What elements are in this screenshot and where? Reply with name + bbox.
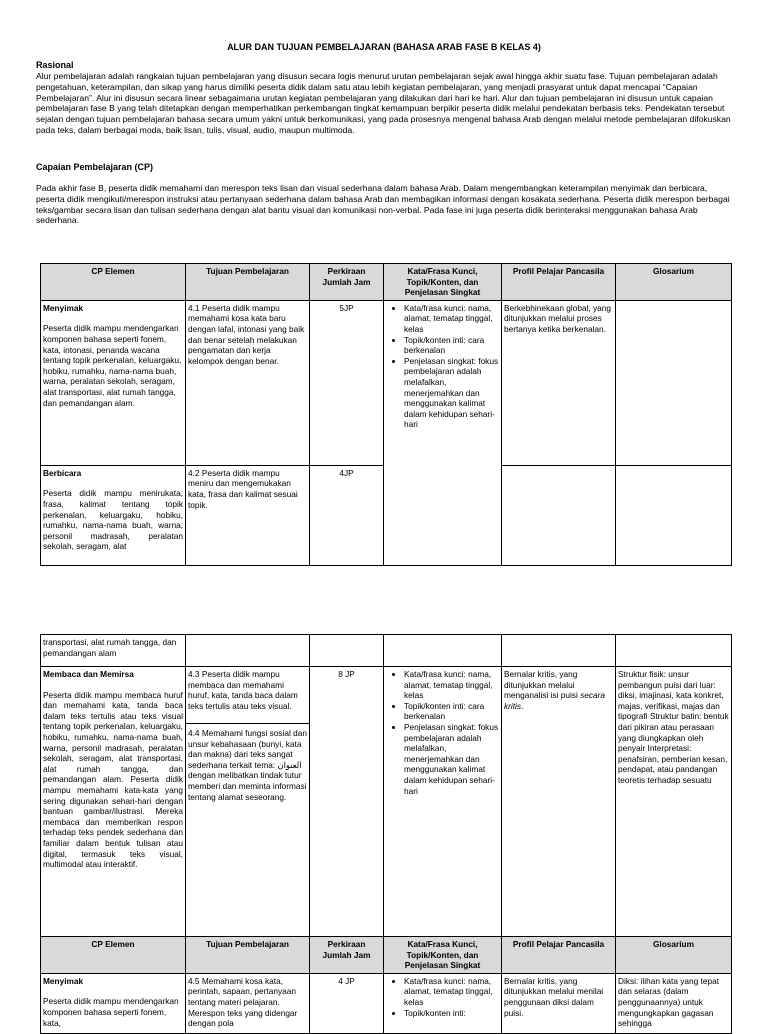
header-profil: Profil Pelajar Pancasila [502, 264, 616, 301]
header-tujuan: Tujuan Pembelajaran [186, 264, 310, 301]
tp-4-1: 4.1 Peserta didik mampu memahami kosa kata baru dengan lafal, intonasi yang baik dan benar setelah melakukan pengamatan dan kerja kelompok dengan benar. [186, 300, 310, 465]
profil-4-2 [502, 465, 616, 565]
profil-4-3-a: Bernalar kritis, yang ditunjukkan melalui menganalisi isi puisi [504, 669, 578, 701]
learning-table-part1 [40, 263, 732, 566]
document-title: ALUR DAN TUJUAN PEMBELAJARAN (BAHASA ARAB FASE B KELAS 4) [227, 42, 541, 52]
cell-keywords [384, 300, 502, 565]
table-row [41, 300, 732, 465]
membaca-title: Membaca dan Memirsa [43, 669, 134, 679]
cell-cp-elemen [41, 300, 186, 465]
header-profil: Profil Pelajar Pancasila [502, 937, 616, 974]
table-row [41, 973, 732, 1033]
header-cp-elemen: CP Elemen [41, 264, 186, 301]
tp-4-4: 4.4 Memahami fungsi sosial dan unsur kebahasaan (bunyi, kata dan makna) dari teks sangat sederhana terkait tema: العنوان dengan melibatkan tindak tutur memberi dan meminta informasi tentang alamat seseorang. [186, 723, 309, 802]
menyimak2-title: Menyimak [43, 975, 84, 986]
kw-topik: • Topik/konten inti: cara berkenalan [404, 335, 499, 356]
header-kata-kunci: Kata/Frasa Kunci, Topik/Konten, dan Penjelasan Singkat [384, 264, 502, 301]
learning-table-part2 [40, 634, 732, 1034]
cell-cp-elemen [41, 973, 186, 1033]
glosarium-4-3: Struktur fisik: unsur pembangun puisi dari luar: diksi, imajinasi, kata konkret, majas, verifikasi, majas dan tipografi Struktur batin: bentuk dari pikiran atau perasaan yang diungkapkan oleh penyair Interpretasi: penafsiran, pemberian kesan, pendapat, atau pandangan teoretis terhadap sesuatu [616, 667, 732, 937]
profil-4-1: Berkebhinekaan global, yang ditunjukkan melalui proses bertanya ketika berkenalan. [502, 300, 616, 465]
profil-4-5: Bernalar kritis, yang ditunjukkan melalui menilai penggunaan diksi dalam puisi. [502, 973, 616, 1033]
glosarium-4-1 [616, 300, 732, 465]
header-jam: Perkiraan Jumlah Jam [310, 264, 384, 301]
cell-cp-elemen [41, 667, 186, 937]
jam-4-1: 5JP [310, 300, 384, 465]
glosarium-4-2 [616, 465, 732, 565]
cell-cp-elemen [41, 465, 186, 565]
berbicara-desc: Peserta didik mampu menirukata, frasa, kalimat tentang topik perkenalan, keluargaku, hobiku, rumahku, nama-nama buah, warna, personil madrasah, peralatan sekolah, seragam, alat [43, 488, 183, 552]
menyimak-title: Menyimak [43, 302, 84, 313]
tp-4-5: 4.5 Memahami kosa kata, perintah, sapaan, pertanyaan tentang materi pelajaran. Merespon teks yang didengar dengan pola [186, 973, 310, 1033]
cont-desc: transportasi, alat rumah tangga, dan pemandangan alam [41, 635, 186, 667]
membaca-desc: Peserta didik mampu membaca huruf dan memahami kata, tanda baca dalam teks tertulis atau teks visual tentang topik perkenalan, keluargaku, hobiku, rumahku, nama-nama buah, warna, personil madrasah, peralatan sekolah, seragam, alat transportasi, alat rumah tangga, dan pemandangan alam. Peserta didik mampu memahami kata-kata yang sering digunakan sehari-hari dengan bantuan gambar/ilustrasi. Mereka membaca dan memberikan respon terhadap teks pendek sederhana dan familiar dalam bentuk tulisan atau digital, termasuk teks visual, multimodal atau interaktif. [43, 689, 183, 870]
jam-4-2: 4JP [310, 465, 384, 565]
header-jam: Perkiraan Jumlah Jam [310, 937, 384, 974]
menyimak-desc: Peserta didik mampu mendengarkan komponen bahasa seperti fonem, kata, intonasi, penanda wacana tentang topik perkenalan, keluargaku, hobiku, rumahku, nama-nama buah, warna, peralatan sekolah, seragam, alat transportasi, alat rumah tangga, dan pemandangan alam. [43, 323, 182, 408]
jam-4-3: 8 JP [310, 667, 384, 937]
cp-paragraph: Pada akhir fase B, peserta didik memahami dan merespon teks lisan dan visual sederhana dalam bahasa Arab. Dalam mengembangkan keterampilan menyimak dan berbicara, peserta didik mengikuti/merespon instruksi atau pertanyaan sederhana dalam bahasa Arab dan membagikan informasi dengan kosakata sederhana. Peserta didik merespon berbagai teks/gambar secara lisan dan tulisan sederhana dengan alat bantu visual dan komunikasi non-verbal. Pada fase ini juga peserta didik berinteraksi menggunakan bahasa Arab sederhana. [36, 183, 730, 226]
cell-keywords [384, 973, 502, 1033]
table-header-repeat [41, 937, 732, 974]
header-kata-kunci: Kata/Frasa Kunci, Topik/Konten, dan Penjelasan Singkat [384, 937, 502, 974]
cell-keywords [384, 667, 502, 937]
kw-topik-cut: • Topik/konten inti: [404, 1008, 499, 1019]
cp-heading: Capaian Pembelajaran (CP) [36, 162, 154, 172]
glosarium-4-5: Diksi: ilihan kata yang tepat dan selaras (dalam penggunaannya) untuk mengungkapkan gagasan sehingga [616, 973, 732, 1033]
cell-tujuan [186, 667, 310, 937]
menyimak2-desc: Peserta didik mampu mendengarkan komponen bahasa seperti fonem, kata, [43, 996, 179, 1028]
kw-penjelasan: • Penjelasan singkat: fokus pembelajaran adalah melafalkan, menerjemahkan dan menggunakan kalimat dalam kehidupan sehari-hari [404, 722, 499, 796]
kw-kata: • Kata/frasa kunci: nama, alamat, tematap tinggal, kelas [404, 669, 499, 701]
rasional-heading: Rasional [36, 60, 74, 70]
kw-topik: • Topik/konten inti: cara berkenalan [404, 701, 499, 722]
header-tujuan: Tujuan Pembelajaran [186, 937, 310, 974]
profil-4-3: Bernalar kritis, yang ditunjukkan melalui menganalisi isi puisi secara kritis. [502, 667, 616, 937]
header-glosarium: Glosarium [616, 937, 732, 974]
kw-kata: • Kata/frasa kunci: nama, alamat, tematap tinggal, kelas [404, 303, 499, 335]
berbicara-title: Berbicara [43, 467, 82, 478]
kw-kata: • Kata/frasa kunci: nama, alamat, tematap tinggal, kelas [404, 976, 499, 1008]
table-row [41, 635, 732, 667]
kw-penjelasan: • Penjelasan singkat: fokus pembelajaran adalah melafalkan, menerjemahkan dan menggunakan kalimat dalam kehidupan sehari-hari [404, 356, 499, 430]
table-row [41, 667, 732, 937]
header-glosarium: Glosarium [616, 264, 732, 301]
rasional-paragraph: Alur pembelajaran adalah rangkaian tujuan pembelajaran yang disusun secara logis menurut urutan pembelajaran sejak awal hingga akhir suatu fase. Tujuan pembelajaran adalah pengetahuan, keterampilan, dan sikap yang harus dimiliki peserta didik dalam satu atau lebih kegiatan pembelajaran, yang menjadi prasyarat untuk dapat mencapai “Capaian Pembelajaran”. Alur ini disusun secara linear sebagaimana urutan kegiatan pembelajaran yang dilakukan dari hari ke hari. Alur dan tujuan pembelajaran ini disusun untuk capaian pembelajaran fase B yang telah ditetapkan dengan memperhatikan perkembangan tingkat kemampuan berpikir peserta didik melalui pendekatan berbasis teks. Pendekatan tersebut sejalan dengan tujuan pembelajaran bahasa secara umum yakni untuk berkomunikasi, yang pada prosesnya mengenal bahasa Arab dengan melalui metode pembelajaran difokuskan pada teks, dalam berbagai moda, baik lisan, tulis, visual, audio, maupun multimoda. [36, 71, 731, 135]
jam-4-5: 4 JP [310, 973, 384, 1033]
tp-4-2: 4.2 Peserta didik mampu meniru dan mengemukakan kata, frasa dan kalimat sesuai topik. [186, 465, 310, 565]
header-cp-elemen: CP Elemen [41, 937, 186, 974]
profil-4-3-b: secara kritis [504, 690, 606, 711]
tp-4-3: 4.3 Peserta didik mampu membaca dan memahami huruf, kata, tanda baca dalam teks tertulis atau teks visual. [188, 669, 298, 711]
